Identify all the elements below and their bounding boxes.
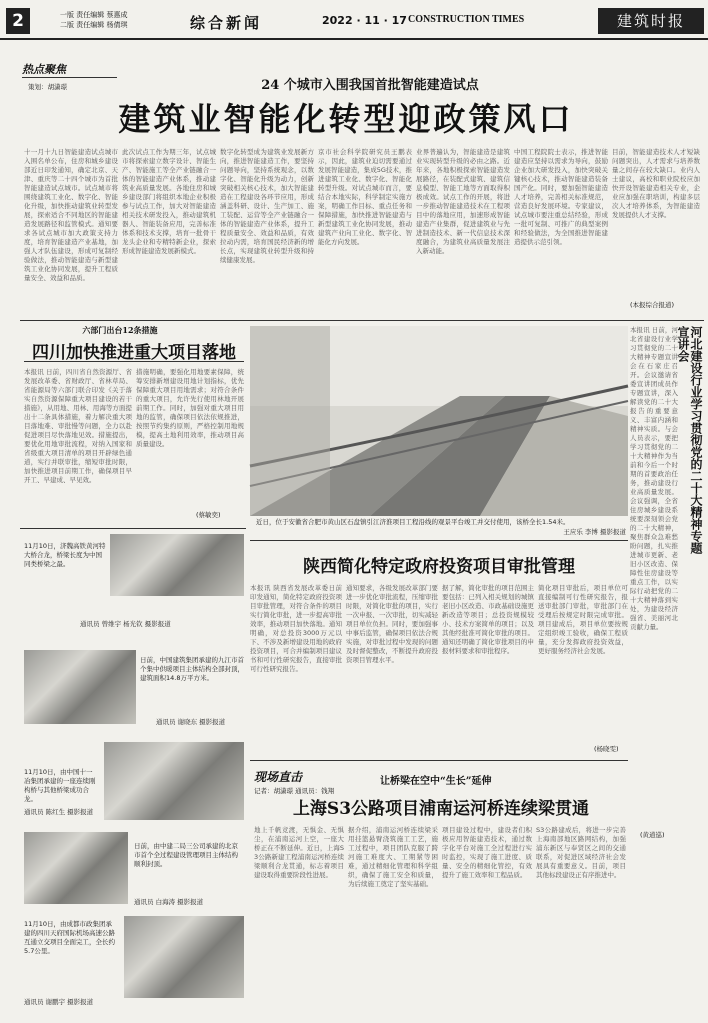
article-column: 简化项目审批后，项目单位可直接编制可行性研究报告，报送审批部门审批，审批部门在受理后按规定时限完成审批。项目建成后，项目单位要按规定组织竣工验收，确保工程质量，充分发挥政府投资效益，更好服务经济社会发展。 [538, 584, 628, 655]
article-column: 数字化转型成为建筑业发展新方向，推进智能建造工作，要坚持问题导向，坚持系统观念，以数字化、智能化升级为动力，创新突破相关核心技术，加大智能建造在工程建设各环节应用，形成涵盖科研、设计、生产加工、施工装配、运营等全产业链融合一体的智能建造产业体系，提升工程质量安全、效益和品质，有效拉动内需，培育国民经济新的增长点，实现建筑业转型升级和持续健康发展。 [220, 148, 314, 264]
divider [250, 540, 628, 541]
article-column: 本报讯 陕西省发展改革委日前印发通知，简化特定政府投资项目审批管理，对符合条件的项目实行简化审批，进一步提高审批效率，推动项目加快落地。通知明确，对总投资3000万元以下、不涉及新增建设用地的政府投资项目，可合并编制项目建议书和可行性研究报告，直接审批可行性研究报告。 [250, 584, 342, 673]
editor-line: 一版 责任编辑 蔡惠成 [60, 11, 128, 19]
page-number: 2 [6, 8, 30, 34]
article-column: 据了解，简化审批的项目范围主要包括：已列入相关规划的城镇老旧小区改造、市政基础设施更新改造等项目；总投资规模较小、技术方案简单的项目；以及其他经批准可简化审批的项目。通知还明确了简化审批项目的申报材料要求和审批程序。 [442, 584, 534, 655]
masthead-logo: 建筑时报 [598, 8, 704, 34]
divider [250, 760, 628, 761]
editor-info [60, 10, 170, 30]
sichuan-byline: (蔡敏奕) [196, 511, 221, 519]
shaanxi-headline: 陕西简化特定政府投资项目审批管理 [303, 557, 575, 577]
article-column: 项目建设过程中，建设者们积极应用智能建造技术，通过数字化平台对施工全过程进行实时监控，实现了施工进度、质量、安全的精细化管控，有效提升了施工效率和工程品质。 [442, 826, 532, 879]
brief-credit: 通讯员 谢晓东 摄影报道 [156, 718, 226, 726]
editor-line: 二版 责任编辑 杨倩琪 [60, 21, 128, 29]
brief-text: 日前，由中建二局三公司承建的北京市首个全过程建设管理项目主体结构顺利封顶。 [134, 842, 238, 868]
hebei-byline: (黄道巡) [640, 831, 665, 839]
hot-focus-byline: (本报综合报道) [630, 301, 675, 309]
brief-text: 11月10日，济魏高铁黄河特大桥合龙，桥梁长度为中国同类桥梁之最。 [24, 542, 106, 568]
shaanxi-byline: (杨晓雯) [594, 745, 619, 753]
article-column: 通知要求，各级发展改革部门要进一步优化审批流程，压缩审批时限，对简化审批的项目，实行一次申报、一次审批，切实减轻项目单位负担。同时，要加强事中事后监管，确保项目依法合规实施，对审批过程中发现的问题及时督促整改，不断提升政府投资项目管理水平。 [346, 584, 438, 664]
brief-credit: 通讯员 谢鹏宇 摄影报道 [24, 998, 94, 1006]
article-column: 地上千帆竞渡，无惧金、无惧尘，在浦南运河上空，一座大桥正在不断延伸。近日，上海S3公路新建工程浦南运河桥连续梁顺利合龙贯通，标志着项目建设取得重要阶段性进展。 [254, 826, 344, 879]
brief-photo-interchange [124, 916, 244, 998]
issue-date: 2022 · 11 · 17 [322, 14, 407, 27]
article-column: 措施明确，要强化用地要素保障，统筹安排新增建设用地计划指标，优先保障重大项目用地需求；对符合条件的重大项目，允许先行使用林地开展前期工作。同时，加强对重大项目用地的监管，确保项目依法依规推进，按照节约集约原则，严格控制用地规模，提高土地利用效率，推动项目高质量建设。 [136, 368, 244, 448]
brief-photo-bridge [110, 534, 244, 596]
live-scene-kicker: 让桥梁在空中“生长”延伸 [380, 776, 492, 787]
live-scene-headline: 上海S3公路项目浦南运河桥连续梁贯通 [292, 799, 590, 819]
hebei-headline: 河北建设行业学习贯彻党的二十大精神专题宣讲会 [676, 326, 703, 554]
brief-photo-site [24, 832, 128, 904]
hot-focus-label-box [22, 58, 117, 78]
hot-focus-headline: 建筑业智能化转型迎政策风口 [118, 100, 574, 138]
hot-focus-kicker: 24 个城市入围我国首批智能建造试点 [261, 78, 479, 93]
hot-focus-label: 热点聚焦 [22, 63, 66, 76]
article-column: 京市社会科学院研究员王鹏表示，因此，建筑业迫切需要通过发展智能建造，集成5G技术，推进建筑工业化、数字化、智能化转型升级。对试点城市而言，要结合本地实际，科学制定实施方案，明确工作目标、重点任务和保障措施，加快推进智能建造与新型建筑工业化协同发展，推动建筑产业向工业化、数字化、智能化方向发展。 [318, 148, 412, 246]
article-column: 此次试点工作为期三年，试点城市将探索建立数字设计、智能生产、智能施工等全产业链融合一体的智能建造产业体系，推动建筑业高质量发展。各地住房和城乡建设部门将组织本地企业积极参与试点工作，加大对智能建造相关技术研发投入，推动建筑机器人、智能装备应用，完善标准体系和技术支撑，培育一批骨干龙头企业和专精特新企业，探索形成智能建造发展新模式。 [122, 148, 216, 255]
article-column: 本报讯 日前，河北省建设行业学习贯彻党的二十大精神专题宣讲会在石家庄召开。会议邀请省委宣讲团成员作专题宣讲，深入解读党的二十大报告的重要意义、丰富内涵和精神实质。与会人员表示，要把学习贯彻党的二十大精神作为当前和今后一个时期的首要政治任务，推动建设行业高质量发展。会议强调，全省住房城乡建设系统要深刻领会党的二十大精神，聚焦群众急难愁盼问题，扎实推进城市更新、老旧小区改造、保障性住房建设等重点工作，以实际行动把党的二十大精神落到实处，为建设经济强省、美丽河北贡献力量。 [630, 326, 678, 631]
brief-text: 11月10日，由中国十一冶集团承建的一座连续刚构桥与其他桥梁成功合龙。 [24, 768, 96, 803]
article-column: 十一月十九日智能建造试点城市入围名单公布，住房和城乡建设部近日印发通知，确定北京、天津、重庆等二十四个城市为首批智能建造试点城市。试点城市将围绕建筑工业化、数字化、智能化升级，加快推动建筑业转型发展，探索适合不同地区的智能建造发展路径和监管模式。通知要求各试点城市加大政策支持力度，培育智能建造产业基地，加强人才队伍建设，形成可复制经验做法，推动智能建造与新型建筑工业化协同发展，提升工程质量安全、效益和品质。 [24, 148, 118, 282]
page-header [0, 0, 708, 40]
brief-credit: 通讯员 曾维宇 杨光钦 摄影报道 [80, 620, 171, 628]
section-title: 综合新闻 [190, 14, 263, 32]
sichuan-kicker: 六部门出台12条措施 [82, 325, 158, 335]
article-column: 业界普遍认为，智能建造是建筑业实现转型升级的必由之路。近年来，各地积极探索智能建造发展路径，在装配式建筑、建筑信息模型、智能工地等方面取得积极成效。试点工作的开展，将进一步推动智能建造技术在工程项目中的落地应用，加速形成智能建造产业集群，促进建筑业与先进制造技术、新一代信息技术深度融合，为建筑业高质量发展注入新动能。 [416, 148, 510, 255]
article-column: 本报讯 日前，四川省自然资源厅、省发展改革委、省财政厅、省林草局、省能源局等六部门联合印发《关于落实自然资源保障重大项目建设的若干措施》，从用地、用林、用海等方面提出十二条具体措施，着力解决重大项目落地难、审批慢等问题，全力以赴促进项目尽快落地见效。措施提出，要优化用地审批流程，对纳入国家和省级重大项目清单的项目开辟绿色通道，实行并联审批，缩短审批时限，加快推进项目前期工作，确保项目早开工、早建成、早见效。 [24, 368, 132, 484]
brief-text: 日前，中国建筑集团承建的九江市首个集中供暖项目主体结构全部封顶，建筑面积14.8万平方米。 [140, 656, 244, 682]
brief-photo-building [24, 650, 136, 724]
article-column: 据介绍，浦南运河桥连续梁采用挂篮悬臂浇筑施工工艺，施工过程中，项目团队克服了跨河施工难度大、工期紧等困难，通过精细化管理和科学组织，确保了施工安全和质量，为后续施工奠定了坚实基础。 [348, 826, 438, 888]
highway-credit: 王应乐 李博 摄影报道 [563, 528, 626, 536]
brief-credit: 通讯员 白海涛 摄影报道 [134, 898, 204, 906]
article-column: 目前，智能建造技术人才短缺问题突出，人才需求与培养数量之间存在较大缺口。业内人士建议，高校和职业院校应加快开设智能建造相关专业，企业应加强在职培训，构建多层次人才培养体系，为智能建造发展提供人才支撑。 [612, 148, 700, 219]
live-scene-reporter: 记者：胡潇璟 通讯员：钱翔 [254, 787, 335, 795]
highway-caption: 近日，位于安徽省合肥市黄山区石盘镇引江济淮项目工程沿线的观景平台竣工并交付使用，该桥全长1.54米。 [256, 518, 570, 526]
paper-name: CONSTRUCTION TIMES [408, 14, 525, 25]
divider [20, 320, 704, 321]
highway-photo [250, 326, 628, 516]
live-scene-label: 现场直击 [254, 770, 303, 784]
article-column: 中国工程院院士表示，推进智能建造应坚持以需求为导向，鼓励企业加大研发投入，加快突破关键核心技术，推动智能建造装备国产化。同时，要加强智能建造人才培养，完善相关标准规范，营造良好发展环境。专家建议，试点城市要注重总结经验，形成一批可复制、可推广的典型案例和经验做法，为全国推进智能建造提供示范引领。 [514, 148, 608, 246]
divider [20, 528, 246, 529]
brief-text: 11月10日，由成都市政集团承建的四川天府国际机场高速公路互通立交项目全面完工，全长约5.7公里。 [24, 920, 115, 955]
sichuan-headline: 四川加快推进重大项目落地 [24, 338, 244, 362]
brief-photo-bridge [104, 742, 244, 820]
hot-focus-planner: 策划：胡潇璟 [28, 83, 67, 91]
article-column: S3公路建成后，将进一步完善上海南部地区路网结构，加强浦东新区与奉贤区之间的交通联系，对促进区域经济社会发展具有重要意义。目前，项目其他标段建设正有序推进中。 [536, 826, 626, 879]
brief-credit: 通讯员 陈红生 摄影报道 [24, 808, 94, 816]
